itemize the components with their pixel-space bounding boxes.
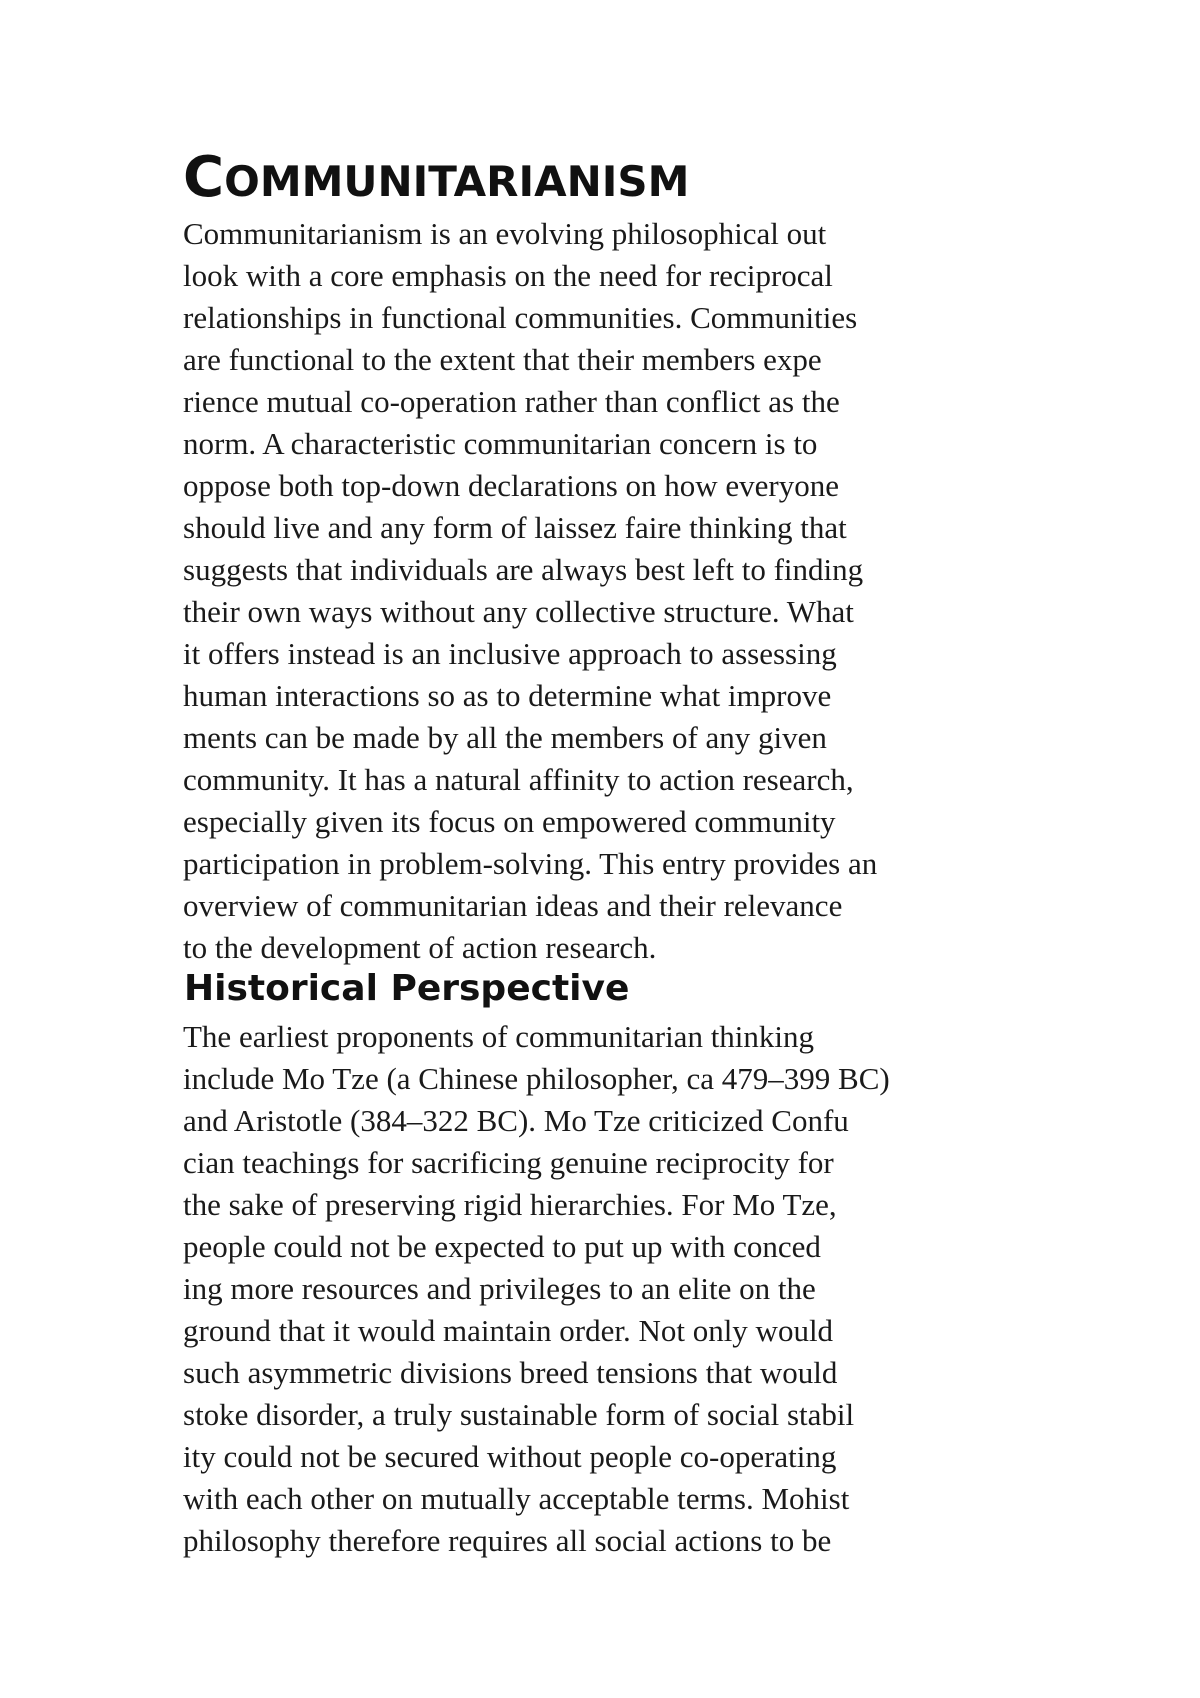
text-line: cian teachings for sacrificing genuine reciprocity for	[183, 1145, 834, 1180]
text-line: ity could not be secured without people co-operating	[183, 1439, 837, 1474]
text-line: it offers instead is an inclusive approach to assessing	[183, 636, 837, 671]
page-title	[183, 145, 690, 212]
text-line: oppose both top-down declarations on how everyone	[183, 468, 840, 503]
text-line: the sake of preserving rigid hierarchies. For Mo Tze,	[183, 1187, 837, 1222]
intro-paragraph	[183, 213, 877, 969]
text-line: relationships in functional communities. Communities	[183, 300, 858, 335]
text-line: people could not be expected to put up with conced	[183, 1229, 821, 1264]
title-initial: C	[183, 145, 225, 210]
text-line: their own ways without any collective structure. What	[183, 594, 854, 629]
text-line: Communitarianism is an evolving philosophical out	[183, 216, 827, 251]
text-line: The earliest proponents of communitarian thinking	[183, 1019, 815, 1054]
text-line: to the development of action research.	[183, 930, 657, 965]
text-line: especially given its focus on empowered community	[183, 804, 836, 839]
text-line: are functional to the extent that their members expe	[183, 342, 822, 377]
text-line: philosophy therefore requires all social actions to be	[183, 1523, 832, 1558]
history-paragraph	[183, 1016, 890, 1562]
text-line: overview of communitarian ideas and their relevance	[183, 888, 843, 923]
text-line: suggests that individuals are always best left to finding	[183, 552, 864, 587]
text-line: ing more resources and privileges to an elite on the	[183, 1271, 816, 1306]
text-line: look with a core emphasis on the need for reciprocal	[183, 258, 833, 293]
text-line: norm. A characteristic communitarian concern is to	[183, 426, 818, 461]
text-line: rience mutual co-operation rather than conflict as the	[183, 384, 840, 419]
text-line: community. It has a natural affinity to action research,	[183, 762, 854, 797]
text-line: such asymmetric divisions breed tensions that would	[183, 1355, 838, 1390]
text-line: with each other on mutually acceptable terms. Mohist	[183, 1481, 850, 1516]
text-line: human interactions so as to determine what improve	[183, 678, 832, 713]
section-heading: Historical Perspective	[184, 968, 630, 1009]
text-line: ground that it would maintain order. Not only would	[183, 1313, 834, 1348]
text-line: participation in problem-solving. This entry provides an	[183, 846, 878, 881]
text-line: should live and any form of laissez faire thinking that	[183, 510, 847, 545]
title-rest: OMMUNITARIANISM	[224, 157, 690, 206]
text-line: and Aristotle (384–322 BC). Mo Tze criticized Confu	[183, 1103, 849, 1138]
text-line: include Mo Tze (a Chinese philosopher, ca 479–399 BC)	[183, 1061, 890, 1096]
text-line: stoke disorder, a truly sustainable form of social stabil	[183, 1397, 855, 1432]
text-line: ments can be made by all the members of any given	[183, 720, 827, 755]
